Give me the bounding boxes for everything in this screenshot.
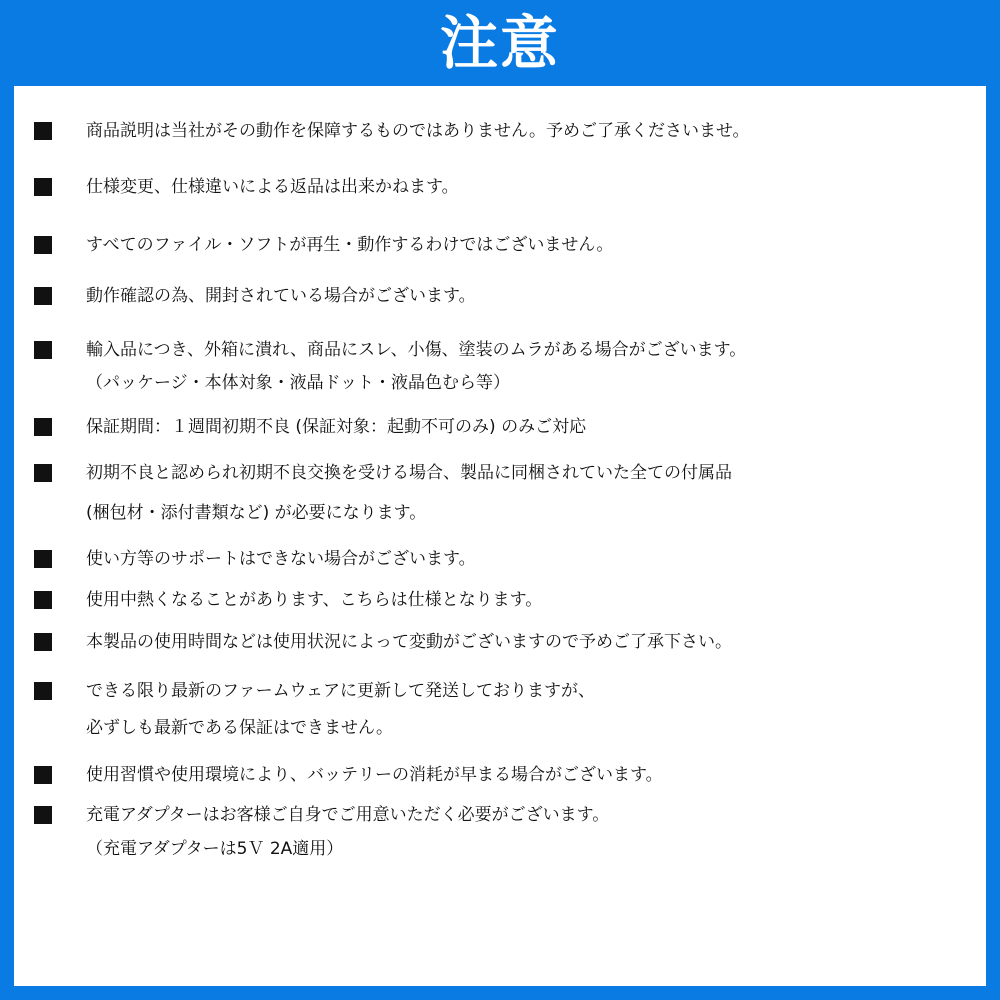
notice-text: 商品説明は当社がその動作を保障するものではありません。予めご了承くださいませ。 <box>86 121 750 141</box>
bullet-square-icon <box>34 418 52 436</box>
notice-text: 使用中熱くなることがあります、こちらは仕様となります。 <box>86 590 543 610</box>
notice-text: （パッケージ・本体対象・液晶ドット・液晶色むら等） <box>86 373 510 393</box>
bullet-square-icon <box>34 287 52 305</box>
bullet-square-icon <box>34 682 52 700</box>
notice-text: 保証期間：１週間初期不良 (保証対象：起動不可のみ) のみご対応 <box>86 417 587 437</box>
bullet-square-icon <box>34 806 52 824</box>
bullet-square-icon <box>34 550 52 568</box>
bullet-square-icon <box>34 464 52 482</box>
notice-text: 本製品の使用時間などは使用状況によって変動がございますので予めご了承下さい。 <box>86 632 732 652</box>
bullet-square-icon <box>34 341 52 359</box>
bullet-square-icon <box>34 236 52 254</box>
notice-text: 必ずしも最新である保証はできません。 <box>86 718 394 738</box>
notice-text: 輸入品につき、外箱に潰れ、商品にスレ、小傷、塗装のムラがある場合がございます。 <box>86 340 747 360</box>
notice-text: できる限り最新のファームウェアに更新して発送しておりますが、 <box>86 681 595 701</box>
notice-text: 初期不良と認められ初期不良交換を受ける場合、製品に同梱されていた全ての付属品 <box>86 463 732 483</box>
bullet-square-icon <box>34 591 52 609</box>
notice-text: すべてのファイル・ソフトが再生・動作するわけではございません。 <box>86 235 614 255</box>
notice-text: 動作確認の為、開封されている場合がございます。 <box>86 286 476 306</box>
notice-text: 使い方等のサポートはできない場合がございます。 <box>86 549 476 569</box>
bullet-square-icon <box>34 766 52 784</box>
notice-text: 使用習慣や使用環境により、バッテリーの消耗が早まる場合がございます。 <box>86 765 663 785</box>
notice-text: (梱包材・添付書類など) が必要になります。 <box>86 503 427 523</box>
notice-panel <box>14 86 986 986</box>
notice-text: 仕様変更、仕様違いによる返品は出来かねます。 <box>86 177 459 197</box>
bullet-square-icon <box>34 633 52 651</box>
notice-text: （充電アダプターは5Ｖ 2A適用） <box>86 839 344 859</box>
page-title: 注意 <box>439 9 560 77</box>
bullet-square-icon <box>34 122 52 140</box>
notice-text: 充電アダプターはお客様ご自身でご用意いただく必要がございます。 <box>86 805 610 825</box>
bullet-square-icon <box>34 178 52 196</box>
